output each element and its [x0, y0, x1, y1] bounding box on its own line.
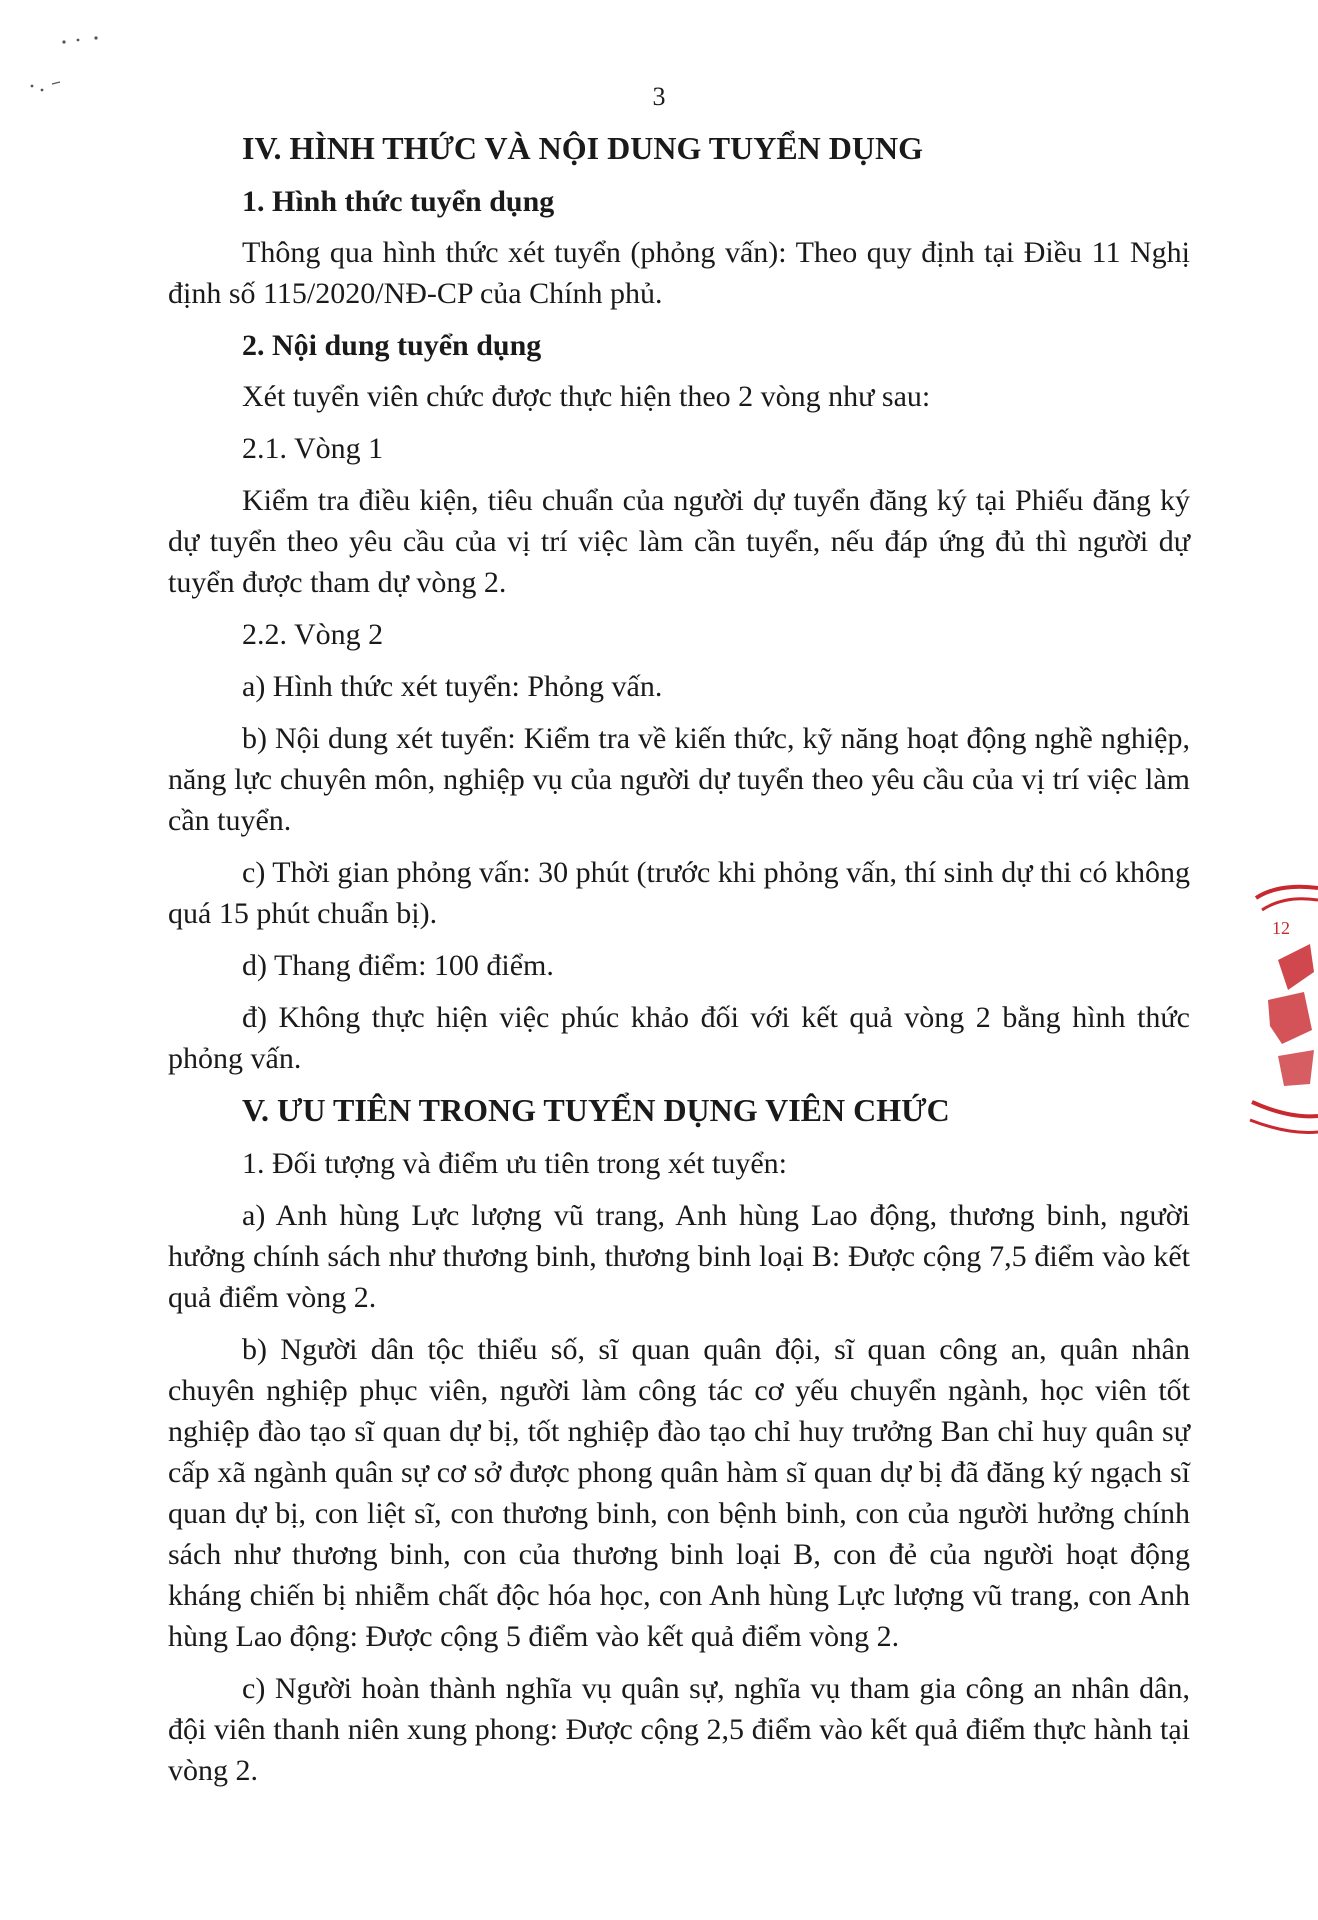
paragraph: Kiểm tra điều kiện, tiêu chuẩn của người dự tuyển đăng ký tại Phiếu đăng ký dự tuyển theo yêu cầu của vị trí việc làm cần tuyển, nếu đáp ứng đủ thì người dự tuyển được tham dự vòng 2.: [168, 484, 1190, 599]
section-heading: IV. HÌNH THỨC VÀ NỘI DUNG TUYỂN DỤNG: [242, 130, 923, 166]
paragraph: d) Thang điểm: 100 điểm.: [242, 949, 554, 982]
paragraph: 1. Đối tượng và điểm ưu tiên trong xét tuyển:: [242, 1147, 787, 1180]
stamp-digits: 12: [1272, 918, 1290, 938]
paragraph: 2.2. Vòng 2: [242, 618, 384, 651]
paragraph: b) Người dân tộc thiểu số, sĩ quan quân đội, sĩ quan công an, quân nhân chuyên nghiệp phục viên, người làm công tác cơ yếu chuyển ngành, học viên tốt nghiệp đào tạo sĩ quan dự bị, tốt nghiệp đào tạo chỉ huy trưởng Ban chỉ huy quân sự cấp xã ngành quân sự cơ sở được phong quân hàm sĩ quan dự bị đã đăng ký ngạch sĩ quan dự bị, con liệt sĩ, con thương binh, con bệnh binh, con của người hưởng chính sách như thương binh, con của thương binh loại B, con đẻ của người hoạt động kháng chiến bị nhiễm chất độc hóa học, con Anh hùng Lực lượng vũ trang, con Anh hùng Lao động: Được cộng 5 điểm vào kết quả điểm vòng 2.: [168, 1333, 1190, 1653]
paragraph: a) Hình thức xét tuyển: Phỏng vấn.: [242, 670, 663, 703]
red-seal-stamp-fragment: [1248, 880, 1318, 1140]
paragraph: Thông qua hình thức xét tuyển (phỏng vấn): Theo quy định tại Điều 11 Nghị định số 115/2020/NĐ-CP của Chính phủ.: [168, 236, 1190, 310]
paragraph: Xét tuyển viên chức được thực hiện theo 2 vòng như sau:: [242, 380, 931, 413]
page-number: 3: [652, 82, 666, 111]
paragraph: 2.1. Vòng 1: [242, 432, 384, 465]
paragraph: a) Anh hùng Lực lượng vũ trang, Anh hùng Lao động, thương binh, người hưởng chính sách như thương binh, thương binh loại B: Được cộng 7,5 điểm vào kết quả điểm vòng 2.: [168, 1199, 1190, 1314]
document-body: [168, 128, 1190, 1802]
paragraph: đ) Không thực hiện việc phúc khảo đối với kết quả vòng 2 bằng hình thức phỏng vấn.: [168, 1001, 1190, 1075]
paragraph: b) Nội dung xét tuyển: Kiểm tra về kiến thức, kỹ năng hoạt động nghề nghiệp, năng lực chuyên môn, nghiệp vụ của người dự tuyển theo yêu cầu của vị trí việc làm cần tuyển.: [168, 722, 1190, 837]
section-heading: V. ƯU TIÊN TRONG TUYỂN DỤNG VIÊN CHỨC: [242, 1092, 950, 1128]
paragraph: c) Thời gian phỏng vấn: 30 phút (trước khi phỏng vấn, thí sinh dự thi có không quá 15 phút chuẩn bị).: [168, 856, 1190, 930]
paragraph: c) Người hoàn thành nghĩa vụ quân sự, nghĩa vụ tham gia công an nhân dân, đội viên thanh niên xung phong: Được cộng 2,5 điểm vào kết quả điểm thực hành tại vòng 2.: [168, 1672, 1190, 1787]
subsection-heading: 2. Nội dung tuyển dụng: [242, 329, 542, 362]
subsection-heading: 1. Hình thức tuyển dụng: [242, 185, 555, 218]
